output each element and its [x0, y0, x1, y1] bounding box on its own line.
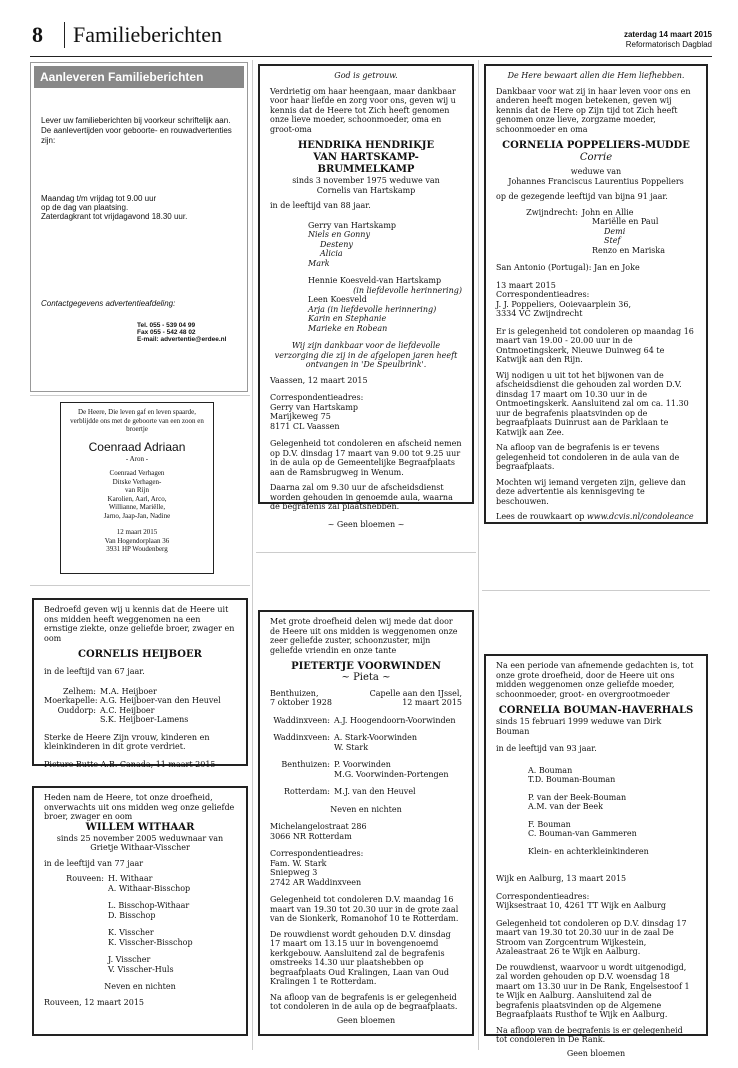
obituary-heijboer [32, 598, 248, 769]
address-line: 3931 HP Woudenberg [106, 545, 168, 553]
column-divider [478, 60, 479, 1050]
motto: De Here bewaart allen die Hem liefhebben. [507, 71, 685, 80]
birth-verse: De Heere, Die leven gaf en leven spaarde, verblijdde ons met de geboorte van een zoon en broertje [70, 408, 204, 433]
correspondence-label: Correspondentieadres: [270, 849, 364, 858]
place-label: Waddinxveen: [273, 733, 330, 742]
page-number: 8 [32, 22, 43, 47]
age-line: in de leeftijd van 93 jaar. [496, 744, 597, 753]
relative-name: Demi [604, 226, 626, 236]
sibling-line: Willianne, Mariëlle, [108, 503, 166, 511]
relative-name: V. Visscher-Huls [108, 964, 174, 974]
deceased-name: HENDRIKA HENDRIKJE [297, 140, 435, 151]
birth-announcement [60, 402, 214, 574]
grandchildren-line: Klein- en achterkleinkinderen [528, 846, 649, 856]
deceased-surname: VAN HARTSKAMP-BRUMMELKAMP [313, 152, 419, 175]
correspondence-line: Fam. W. Stark [270, 858, 327, 868]
sibling-line: Karolien, Aarl, Arco, [107, 494, 167, 503]
correspondence-line: Gerry van Hartskamp [270, 402, 359, 412]
place-date: 13 maart 2015 [496, 280, 556, 290]
relative-name: S.K. Heijboer-Lamens [100, 715, 189, 724]
page-header [0, 0, 738, 58]
service-info: Gelegenheid tot condoleren D.V. maandag 16 maart van 19.30 tot 20.30 uur in de grote zaal van de Sionkerk, Romanohof 10 te Rotterdam. [270, 895, 459, 923]
service-info: Na afloop van de begrafenis is er tevens gelegenheid tot condoleren in de aula van de begraafplaats. [496, 443, 680, 471]
service-info: Na afloop van de begrafenis is er gelegenheid tot condoleren in de aula op de begraafplaats. [270, 992, 458, 1011]
closing-text: Neven en nichten [330, 804, 402, 814]
relative-name: M.G. Voorwinden-Portengen [334, 769, 449, 779]
place-label: Rouveen: [66, 874, 104, 883]
service-info: Wij nodigen u uit tot het bijwonen van de afscheidsdienst die gehouden zal worden D.V. dinsdag 17 maart om 10.30 uur in de Ontmoetingskerk. Aansluitend zal om ca. 11.30 uur de begrafenis plaatsvinden op de begraafplaats Duinrust aan de Parklaan te Katwijk aan Zee. [496, 370, 689, 437]
relative-name: Stef [604, 236, 621, 245]
relative-name: W. Stark [334, 742, 369, 752]
column-divider [252, 60, 253, 1050]
relative-name: J. Visscher [108, 955, 151, 964]
obituary-poppeliers [484, 64, 708, 524]
parent: Ditske Verhagen- [112, 477, 162, 486]
relative-name: Mariëlle en Paul [592, 217, 659, 226]
child-nickname: - Aron - [125, 454, 149, 463]
correspondence-label: Correspondentieadres: [496, 891, 590, 901]
service-info: De rouwdienst, waarvoor u wordt uitgenodigd, zal worden gehouden op D.V. woensdag 18 maart om 13.30 uur in De Rank, Engelsestoof 1 te Wijk en Aalburg. Aansluitend zal de begrafenis plaatsvinden op de Algemene Begraafplaats Rusthof te Wijk en Aalburg. [496, 962, 690, 1019]
correspondence-line: J. J. Poppeliers, Ooievaarplein 36, [496, 299, 632, 309]
deceased-name: PIETERTJE VOORWINDEN [291, 661, 441, 672]
obituary-intro: Verdrietig om haar heengaan, maar dankbaar voor haar liefde en zorg voor ons, geven wij u kennis dat de Heere tot Zich heeft genomen onze lieve moeder, schoonmoeder, oma en groot-oma [270, 86, 456, 134]
relative-name: Niels en Gonny [308, 230, 370, 239]
obituary-hartskamp [258, 64, 474, 529]
correspondence-line: 3334 VC Zwijndrecht [496, 309, 583, 318]
correspondence-label: Correspondentieadres: [270, 393, 364, 402]
relative-name: A. Stark-Voorwinden [334, 733, 418, 742]
obituary-withaar [32, 786, 248, 1036]
address-line: 3066 NR Rotterdam [270, 831, 352, 841]
place-label [44, 715, 100, 725]
relative-name: K. Visscher-Bisschop [108, 937, 193, 947]
place-label: Zelhem: [62, 686, 96, 696]
closing-text: Sterke de Heere Zijn vrouw, kinderen en kleinkinderen in dit grote verdriet. [44, 732, 210, 751]
service-info: Gelegenheid tot condoleren en afscheid nemen op D.V. dinsdag 17 maart van 9.00 tot 9.25 uur in de aula op de Gemeentelijke Begraafplaats aan de Ramsbrugweg in Wenum. [270, 439, 462, 477]
newspaper-name: Reformatorisch Dagblad [625, 40, 712, 49]
since-line: sinds 3 november 1975 weduwe van [292, 176, 440, 185]
deceased-nickname: Corrie [579, 152, 613, 163]
contact-label: Contactgegevens advertentieafdeling: [41, 299, 176, 308]
obituary-intro: Met grote droefheid delen wij mede dat door de Heere uit ons midden is weggenomen onze zeer geliefde zuster, schoonzuster, mijn geliefde vriendin en onze tante [270, 617, 458, 655]
age-line: in de leeftijd van 77 jaar [44, 858, 144, 868]
since-line: Johannes Franciscus Laurentius Poppeliers [508, 176, 684, 186]
relative-name: P. Voorwinden [334, 760, 391, 769]
relative-name: A.G. Heijboer-van den Heuvel [100, 696, 221, 705]
address-line: Michelangelostraat 286 [270, 822, 367, 831]
header-rule [30, 56, 712, 57]
place-label: Moerkapelle: [44, 696, 98, 705]
birth-place: Benthuizen, [270, 688, 319, 698]
closing-text: Neven en nichten [104, 982, 176, 991]
correspondence-line: Marijkeweg 75 [270, 412, 331, 421]
correspondence-line: 8171 CL Vaassen [270, 421, 340, 431]
row-divider [482, 590, 710, 591]
place-date: Picture Butte A.B. Canada, 11 maart 2015 [44, 759, 216, 769]
relative-name: P. van der Beek-Bouman [528, 792, 627, 802]
place-label: Waddinxveen: [273, 715, 330, 725]
deceased-name: CORNELIS HEIJBOER [78, 649, 202, 660]
since-line: Grietje Withaar-Visscher [90, 843, 190, 852]
relative-name: Alicia [320, 249, 343, 258]
correspondence-line: 2742 AR Waddinxveen [270, 877, 362, 887]
obituary-intro: Heden nam de Heere, tot onze droefheid, onverwachts uit ons midden weg onze geliefde broer, zwager en oom [44, 793, 235, 821]
relative-name: A. Withaar-Bisschop [108, 883, 191, 893]
relative-name: Karin en Stephanie [308, 314, 387, 323]
relative-name: A.M. van der Beek [528, 802, 603, 811]
obituary-intro: Bedroefd geven wij u kennis dat de Heere uit ons midden heeft weggenomen na een ernstige ziekte, onze geliefde broer, zwager en oom [44, 605, 235, 643]
place-date: Rouveen, 12 maart 2015 [44, 997, 145, 1007]
obituary-intro: Dankbaar voor wat zij in haar leven voor ons en anderen heeft mogen betekenen, geven wij kennis dat de Here op Zijn tijd tot Zich heeft genomen onze lieve, zorgzame moeder, schoonmoeder en oma [496, 86, 691, 134]
info-intro: Lever uw familieberichten bij voorkeur schriftelijk aan. De aanlevertijden voor geboorte- en rouwadvertenties zijn: [41, 116, 232, 145]
section-title: Familieberichten [64, 22, 222, 48]
info-box [30, 62, 248, 392]
info-title: Aanleveren Familieberichten [34, 66, 244, 88]
age-line: in de leeftijd van 88 jaar. [270, 201, 371, 210]
relative-abroad: San Antonio (Portugal): Jan en Joke [496, 263, 640, 272]
relative-name: C. Bouman-van Gammeren [528, 829, 637, 838]
relative-name: A.J. Hoogendoorn-Voorwinden [334, 715, 456, 725]
relative-name: Marieke en Robean [308, 323, 388, 333]
condolence-link[interactable]: www.dcvis.nl/condoleance [586, 512, 694, 521]
relative-name: M.J. van den Heuvel [334, 787, 416, 796]
relative-name: Hennie Koesveld-van Hartskamp [308, 276, 442, 285]
relative-name: T.D. Bouman-Bouman [528, 775, 616, 784]
service-info: Gelegenheid tot condoleren op D.V. dinsdag 17 maart van 19.30 tot 20.30 uur in de zaal De Stroom van Zorgcentrum Wijkestein, Azaleastraat 26 te Wijk en Aalburg. [496, 918, 687, 956]
correspondence-label: Correspondentieadres: [496, 290, 590, 299]
obituary-intro: Na een periode van afnemende gedachten is, tot onze grote droefheid, door de Heere uit ons midden weggenomen onze geliefde moeder, schoonmoeder, groot- en overgrootmoeder [496, 661, 694, 699]
thanks-text: Wij zijn dankbaar voor de liefdevolle verzorging die zij in de afgelopen jaren heeft ontvangen in 'De Speulbrink'. [274, 341, 458, 369]
service-info: Er is gelegenheid tot condoleren op maandag 16 maart van 19.00 - 20.00 uur in de Ontmoetingskerk, Nieuwe Duinweg 64 te Katwijk aan den Rijn. [496, 326, 694, 364]
place-date: Wijk en Aalburg, 13 maart 2015 [496, 874, 627, 883]
web-label: Lees de rouwkaart op [496, 512, 587, 521]
death-place: Capelle aan den IJssel, [369, 688, 462, 698]
relative-name: Arja (in liefdevolle herinnering) [308, 304, 437, 314]
contact-email[interactable]: E-mail: advertentie@erdee.nl [137, 336, 227, 343]
issue-date: zaterdag 14 maart 2015 [623, 30, 712, 39]
relative-name: Desteny [320, 239, 353, 249]
service-info: Na afloop van de begrafenis is er gelegenheid tot condoleren in De Rank. [496, 1025, 683, 1044]
relative-name: L. Bisschop-Withaar [108, 901, 190, 910]
info-time: Zaterdagkrant tot vrijdagavond 18.30 uur. [41, 212, 188, 221]
contact-fax: Fax 055 - 542 48 02 [137, 329, 196, 336]
service-info: Mochten wij iemand vergeten zijn, gelieve dan deze advertentie als kennisgeving te beschouwen. [496, 477, 686, 506]
info-time: Maandag t/m vrijdag tot 9.00 uur [41, 194, 157, 203]
obituary-haverhals [484, 654, 708, 1058]
place-label: Zwijndrecht: [526, 207, 578, 217]
place-label: Rotterdam: [284, 787, 330, 796]
relative-name: M.A. Heijboer [100, 686, 157, 696]
service-info: De rouwdienst wordt gehouden D.V. dinsdag 17 maart om 13.15 uur in bovengenoemd kerkgebouw. Aansluitend zal de begrafenis omstreeks 14.30 uur plaatshebben op begraafplaats Oud Kralingen, Laan van Oud Kralingen 1 te Rotterdam. [270, 929, 451, 986]
row-divider [30, 395, 250, 396]
closing-text: Geen bloemen [336, 1015, 396, 1025]
place-date: Vaassen, 12 maart 2015 [270, 375, 368, 385]
relative-name: K. Visscher [108, 928, 154, 937]
contact-tel: Tel. 055 - 539 04 99 [137, 322, 196, 329]
relative-name: John en Allie [582, 207, 634, 217]
closing-text: ~ Geen bloemen ~ [327, 519, 405, 529]
sibling-line: Jarno, Jaap-Jan, Nadine [103, 511, 171, 520]
parent: Coenraad Verhagen [109, 469, 165, 477]
deceased-name: CORNELIA POPPELIERS-MUDDE [502, 140, 690, 151]
parent: van Rijn [125, 486, 149, 494]
correspondence-line: Sniepweg 3 [270, 868, 318, 877]
age-line: op de gezegende leeftijd van bijna 91 jaar. [496, 192, 668, 201]
age-line: in de leeftijd van 67 jaar. [44, 667, 145, 676]
row-divider [30, 585, 250, 586]
deceased-name: WILLEM WITHAAR [85, 821, 195, 833]
relative-name: A.C. Heijboer [100, 705, 155, 715]
relative-name: Gerry van Hartskamp [308, 220, 397, 230]
deceased-name: CORNELIA BOUMAN-HAVERHALS [498, 705, 694, 716]
deceased-nickname: ~ Pieta ~ [341, 672, 391, 683]
death-date: 12 maart 2015 [402, 698, 462, 707]
place-label: Benthuizen: [281, 760, 330, 769]
closing-text: Geen bloemen [566, 1048, 626, 1058]
since-line: Cornelis van Hartskamp [316, 185, 416, 195]
place-label: Ouddorp: [57, 705, 96, 715]
service-info: Daarna zal om 9.30 uur de afscheidsdienst worden gehouden in genoemde aula, waarna de begrafenis zal plaatshebben. [270, 483, 453, 511]
info-time: op de dag van plaatsing. [41, 203, 129, 212]
relative-name: H. Withaar [108, 874, 153, 883]
birth-date: 7 oktober 1928 [270, 698, 332, 707]
since-line: weduwe van [570, 167, 622, 176]
relative-name: F. Bouman [528, 819, 571, 829]
row-divider [256, 552, 476, 553]
relative-name: D. Bisschop [108, 910, 156, 920]
motto: God is getrouw. [334, 71, 398, 80]
birth-date: 12 maart 2015 [116, 528, 158, 536]
address-line: Van Hogendorplaan 36 [104, 536, 170, 545]
relative-name: Renzo en Mariska [592, 245, 665, 255]
relative-note: (in liefdevolle herinnering) [353, 285, 462, 295]
relative-name: Mark [308, 258, 330, 268]
since-line: sinds 25 november 2005 weduwnaar van [56, 833, 224, 843]
child-name: Coenraad Adriaan [88, 439, 186, 454]
obituary-voorwinden [258, 610, 474, 1036]
since-line: sinds 15 februari 1999 weduwe van Dirk Bouman [496, 717, 662, 736]
correspondence-line: Wijksestraat 10, 4261 TT Wijk en Aalburg [496, 901, 667, 910]
relative-name: A. Bouman [528, 765, 573, 775]
relative-name: Leen Koesveld [308, 295, 367, 304]
